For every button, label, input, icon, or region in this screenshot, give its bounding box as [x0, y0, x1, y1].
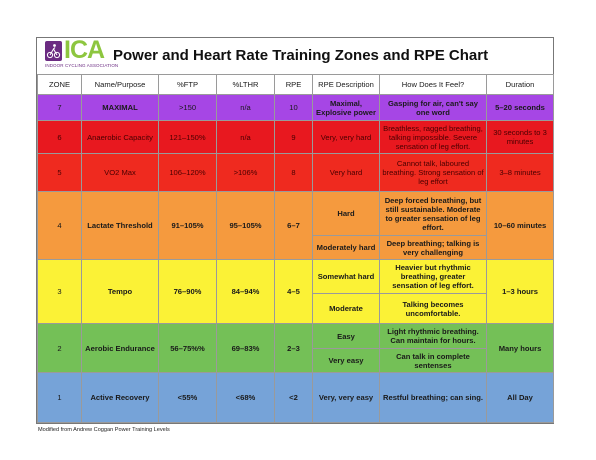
zone-rpe: 6–7 [275, 192, 313, 260]
zone-row-6 [38, 121, 554, 154]
zone-feel: Breathless, ragged breathing, talking impossible. Severe sensation of leg effort. [380, 121, 487, 154]
zone-number: 7 [38, 95, 82, 121]
zone-number: 6 [38, 121, 82, 154]
zone-rpe: 9 [275, 121, 313, 154]
zone-number: 2 [38, 324, 82, 373]
zone-rpe-description: Very, very easy [313, 373, 380, 423]
col-header-duration: Duration [487, 75, 554, 95]
zone-feel: Deep breathing; talking is very challenging [380, 236, 487, 260]
zone-ftp: >150 [159, 95, 217, 121]
zone-lthr: <68% [217, 373, 275, 423]
zone-feel: Light rhythmic breathing. Can maintain for hours. [380, 324, 487, 349]
logo-text: ICA [64, 36, 105, 64]
zone-row-5 [38, 154, 554, 192]
zone-duration: 10–60 minutes [487, 192, 554, 260]
zone-ftp: 121–150% [159, 121, 217, 154]
col-header-lthr: %LTHR [217, 75, 275, 95]
zone-lthr: 84–94% [217, 260, 275, 324]
col-header-rpe: RPE [275, 75, 313, 95]
zone-rpe: <2 [275, 373, 313, 423]
zone-ftp: 56–75%% [159, 324, 217, 373]
zone-row-1 [38, 373, 554, 423]
zone-name: VO2 Max [82, 154, 159, 192]
ica-logo [45, 36, 119, 71]
zone-rpe-description: Maximal, Explosive power [313, 95, 380, 121]
zone-feel: Heavier but rhythmic breathing, greater sensation of leg effort. [380, 260, 487, 294]
zone-feel: Deep forced breathing, but still sustainable. Moderate to greater sensation of leg effort. [380, 192, 487, 236]
zone-lthr: n/a [217, 121, 275, 154]
zone-number: 1 [38, 373, 82, 423]
zone-rpe-description: Very, very hard [313, 121, 380, 154]
zone-rpe: 8 [275, 154, 313, 192]
zone-ftp: <55% [159, 373, 217, 423]
col-header-name: Name/Purpose [82, 75, 159, 95]
zone-row-7 [38, 95, 554, 121]
zone-lthr: n/a [217, 95, 275, 121]
zone-rpe: 2–3 [275, 324, 313, 373]
footer-note: Modified from Andrew Coggan Power Training Levels [38, 427, 170, 433]
zone-rpe: 4–5 [275, 260, 313, 324]
zone-rpe-description: Very easy [313, 349, 380, 373]
zone-lthr: 95–105% [217, 192, 275, 260]
zone-row-4 [38, 192, 554, 236]
zone-feel: Restful breathing; can sing. [380, 373, 487, 423]
zone-duration: 3–8 minutes [487, 154, 554, 192]
zone-rpe-description: Moderate [313, 294, 380, 324]
zone-rpe-description: Moderately hard [313, 236, 380, 260]
zone-lthr: 69–83% [217, 324, 275, 373]
zone-name: Anaerobic Capacity [82, 121, 159, 154]
col-header-feel: How Does It Feel? [380, 75, 487, 95]
zone-number: 3 [38, 260, 82, 324]
cyclist-logo-icon [45, 41, 62, 61]
col-header-rpe-description: RPE Description [313, 75, 380, 95]
zone-duration: 30 seconds to 3 minutes [487, 121, 554, 154]
zone-feel: Gasping for air, can't say one word [380, 95, 487, 121]
zone-duration: All Day [487, 373, 554, 423]
zone-feel: Talking becomes uncomfortable. [380, 294, 487, 324]
zone-name: MAXIMAL [82, 95, 159, 121]
page-title: Power and Heart Rate Training Zones and RPE Chart [113, 47, 489, 64]
header-row [38, 75, 554, 95]
zone-number: 5 [38, 154, 82, 192]
zone-rpe-description: Hard [313, 192, 380, 236]
header [37, 38, 553, 74]
zone-duration: 5–20 seconds [487, 95, 554, 121]
zone-rpe-description: Somewhat hard [313, 260, 380, 294]
col-header-ftp: %FTP [159, 75, 217, 95]
zone-feel: Can talk in complete sentenses [380, 349, 487, 373]
zones-table [37, 74, 554, 423]
zone-ftp: 106–120% [159, 154, 217, 192]
zone-ftp: 76–90% [159, 260, 217, 324]
zone-name: Lactate Threshold [82, 192, 159, 260]
zone-name: Active Recovery [82, 373, 159, 423]
zone-rpe-description: Very hard [313, 154, 380, 192]
zone-lthr: >106% [217, 154, 275, 192]
zone-rpe-description: Easy [313, 324, 380, 349]
zone-row-3 [38, 260, 554, 294]
zone-name: Tempo [82, 260, 159, 324]
col-header-zone: ZONE [38, 75, 82, 95]
zone-name: Aerobic Endurance [82, 324, 159, 373]
logo-subtext: INDOOR CYCLING ASSOCIATION [45, 63, 119, 68]
zone-duration: Many hours [487, 324, 554, 373]
zone-duration: 1–3 hours [487, 260, 554, 324]
chart-frame [36, 37, 554, 424]
zone-feel: Cannot talk, laboured breathing. Strong sensation of leg effort [380, 154, 487, 192]
zone-rpe: 10 [275, 95, 313, 121]
zone-ftp: 91–105% [159, 192, 217, 260]
zone-number: 4 [38, 192, 82, 260]
zone-row-2 [38, 324, 554, 349]
